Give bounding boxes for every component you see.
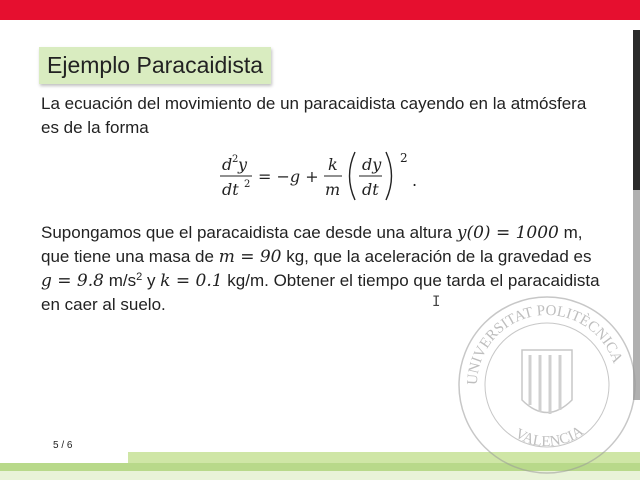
eq-right-paren [386,152,392,200]
drag-value: k = 0.1 [160,271,223,291]
eq-lhs-num-sup: 2 [232,154,239,165]
page-number: 5 / 6 [53,440,73,451]
eq-lhs-den: dt [222,180,239,199]
eq-left-paren [350,152,356,200]
problem-text-3: kg, que la aceleración de la gravedad es [281,247,592,266]
eq-m: m [325,180,341,199]
text-cursor-icon: I [432,294,441,310]
problem-text-2: m, que tiene una masa de [41,223,583,266]
window-edge-strip [633,30,640,190]
problem-text-1: Supongamos que el paracaidista cae desde una altura [41,223,457,242]
seal-text-bottom: VALENCIA [512,423,587,451]
differential-equation [216,148,426,204]
slide-title: Ejemplo Paracaidista [47,52,264,78]
intro-paragraph: La ecuación del movimiento de un paracaidista cayendo en la atmósfera es de la forma [41,94,587,137]
problem-text-5: y [142,271,161,290]
initial-height: y(0) = 1000 [456,223,559,243]
top-accent-bar [0,0,640,20]
gravity-value: g = 9.8 [41,271,104,291]
eq-k: k [328,155,338,174]
eq-rhs-terms: = −g + [258,167,319,186]
eq-lhs-num-d: d [222,155,233,174]
slide-title-box [39,47,271,84]
eq-end-dot: . [412,171,418,190]
units-exponent: 2 [136,271,143,283]
seal-text-top: UNIVERSITAT POLITÈCNICA [464,302,626,386]
eq-lhs-den-sup: 2 [244,179,251,190]
university-seal-watermark [452,290,640,480]
eq-dy: dy [362,155,382,174]
eq-power: 2 [400,151,408,165]
equation-svg [216,148,426,204]
eq-lhs-num-y: y [238,155,248,174]
mass-value: m = 90 [218,247,282,267]
eq-dt: dt [362,180,379,199]
seal-inner-ring [485,323,609,447]
problem-text-6: kg/m. Obtener el tiempo que tarda el paracaidista en caer al suelo. [41,271,600,314]
problem-text-4: m/s [103,271,137,290]
